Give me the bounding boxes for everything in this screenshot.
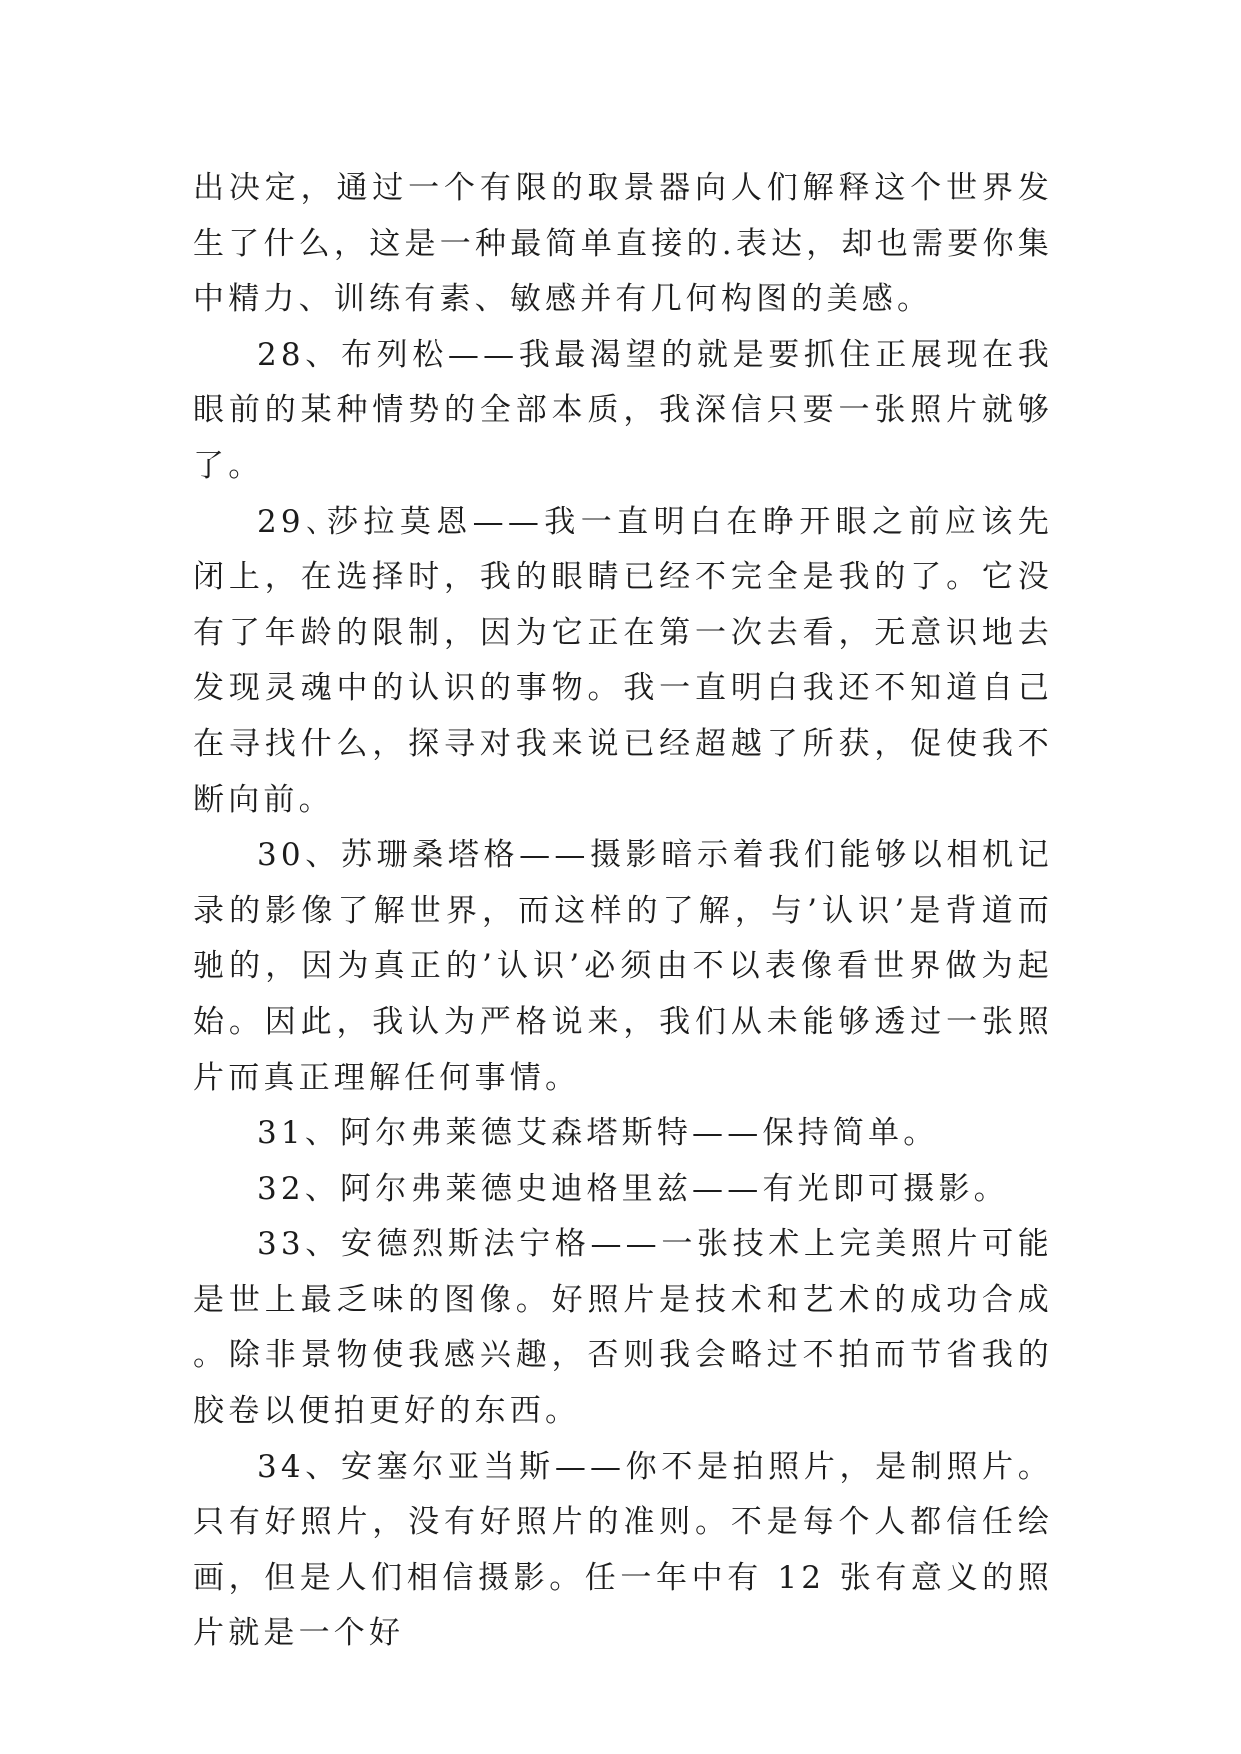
- document-body: [193, 161, 1053, 1662]
- paragraph-quote-29: 29､莎拉莫恩——我一直明白在睁开眼之前应该先闭上，在选择时，我的眼睛已经不完全是我的了。它没有了年龄的限制，因为它正在第一次去看，无意识地去发现灵魂中的认识的事物。我一直明白我还不知道自己在寻找什么，探寻对我来说已经超越了所获，促使我不断向前。: [193, 503, 1053, 818]
- paragraph-continuation: 出决定，通过一个有限的取景器向人们解释这个世界发生了什么，这是一种最简单直接的.表达，却也需要你集中精力、训练有素、敏感并有几何构图的美感。: [193, 170, 1053, 318]
- paragraph-quote-28: 28、布列松——我最渴望的就是要抓住正展现在我眼前的某种情势的全部本质，我深信只要一张照片就够了。: [193, 336, 1053, 484]
- paragraph-quote-33: 33、安德烈斯法宁格——一张技术上完美照片可能是世上最乏味的图像。好照片是技术和艺术的成功合成。除非景物使我感兴趣，否则我会略过不拍而节省我的胶卷以便拍更好的东西。: [193, 1226, 1053, 1430]
- paragraph-quote-32: 32、阿尔弗莱德史迪格里兹——有光即可摄影。: [257, 1170, 1009, 1207]
- paragraph-quote-30: 30、苏珊桑塔格——摄影暗示着我们能够以相机记录的影像了解世界，而这样的了解，与’认识’是背道而驰的，因为真正的’认识’必须由不以表像看世界做为起始。因此，我认为严格说来，我们从未能够透过一张照片而真正理解任何事情。: [193, 837, 1053, 1096]
- paragraph-quote-31: 31、阿尔弗莱德艾森塔斯特——保持简单。: [257, 1115, 939, 1152]
- paragraph-quote-34: 34、安塞尔亚当斯——你不是拍照片，是制照片。只有好照片，没有好照片的准则。不是每个人都信任绘画，但是人们相信摄影。任一年中有 12 张有意义的照片就是一个好: [193, 1448, 1053, 1652]
